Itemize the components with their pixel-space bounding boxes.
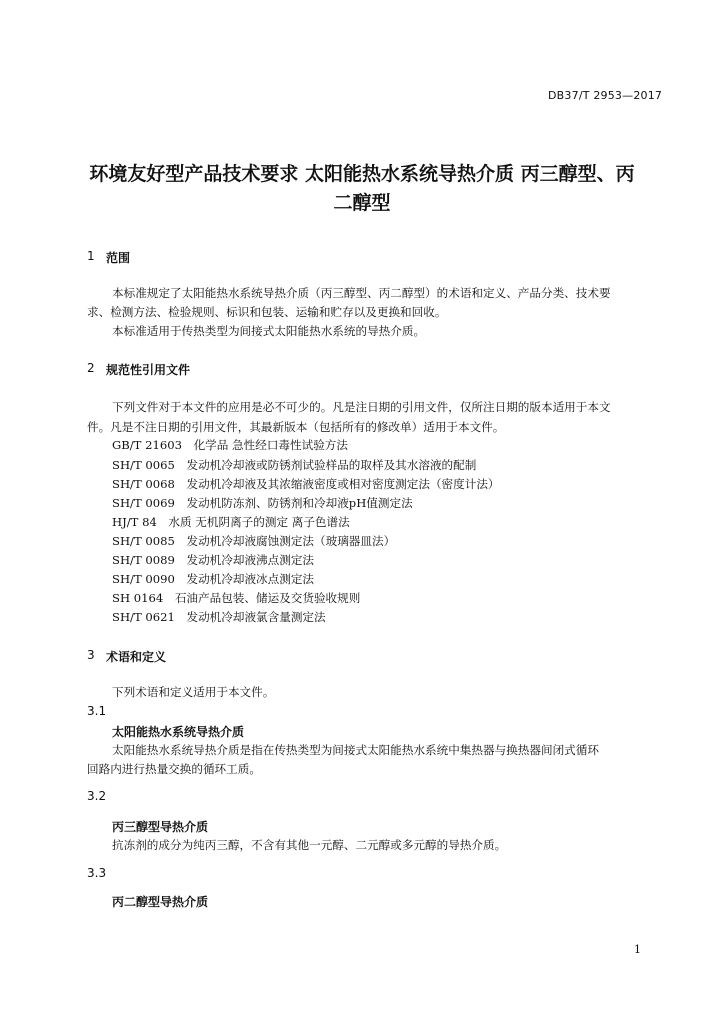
page-number: 1 — [634, 943, 641, 956]
reference-item: SH/T 0090 发动机冷却液冰点测定法 — [112, 572, 315, 586]
section-3-intro: 下列术语和定义适用于本文件。 — [112, 685, 275, 699]
document-title-line2: 二醇型 — [333, 192, 391, 214]
reference-item: SH/T 0065 发动机冷却液或防锈剂试验样品的取样及其水溶液的配制 — [112, 458, 477, 472]
term-3-3-name: 丙二醇型导热介质 — [112, 895, 209, 909]
section-2-number: 2 — [87, 361, 95, 375]
reference-item: SH/T 0089 发动机冷却液沸点测定法 — [112, 553, 315, 567]
section-1-para1-line2: 求、检测方法、检验规则、标识和包装、运输和贮存以及更换和回收。 — [87, 305, 447, 319]
reference-item: SH/T 0068 发动机冷却液及其浓缩液密度或相对密度测定法（密度计法） — [112, 477, 500, 491]
section-1-para1-line1: 本标准规定了太阳能热水系统导热介质（丙三醇型、丙二醇型）的术语和定义、产品分类、技术要 — [112, 286, 611, 300]
section-1-heading: 范围 — [106, 251, 131, 265]
term-3-1-definition-line1: 太阳能热水系统导热介质是指在传热类型为间接式太阳能热水系统中集热器与换热器间闭式循环 — [112, 743, 599, 757]
term-3-1-definition-line2: 回路内进行热量交换的循环工质。 — [87, 762, 261, 776]
section-2-heading: 规范性引用文件 — [106, 363, 191, 377]
section-2-para-line2: 件。凡是不注日期的引用文件，其最新版本（包括所有的修改单）适用于本文件。 — [87, 420, 505, 434]
reference-item: HJ/T 84 水质 无机阴离子的测定 离子色谱法 — [112, 515, 350, 529]
reference-item: SH/T 0085 发动机冷却液腐蚀测定法（玻璃器皿法） — [112, 534, 396, 548]
term-3-1-number: 3.1 — [87, 704, 107, 718]
term-3-2-definition: 抗冻剂的成分为纯丙三醇，不含有其他一元醇、二元醇或多元醇的导热介质。 — [112, 838, 507, 852]
section-1-number: 1 — [87, 249, 95, 263]
term-3-3-number: 3.3 — [87, 866, 107, 880]
term-3-2-number: 3.2 — [87, 789, 107, 803]
reference-item: SH 0164 石油产品包装、储运及交货验收规则 — [112, 591, 361, 605]
standard-code: DB37/T 2953—2017 — [548, 89, 663, 102]
section-1-para2: 本标准适用于传热类型为间接式太阳能热水系统的导热介质。 — [112, 324, 426, 338]
reference-item: SH/T 0069 发动机防冻剂、防锈剂和冷却液pH值测定法 — [112, 496, 413, 510]
reference-item: GB/T 21603 化学品 急性经口毒性试验方法 — [112, 438, 348, 452]
section-2-para-line1: 下列文件对于本文件的应用是必不可少的。凡是注日期的引用文件，仅所注日期的版本适用于本文 — [112, 400, 611, 414]
document-title-line1: 环境友好型产品技术要求 太阳能热水系统导热介质 丙三醇型、丙 — [89, 163, 635, 185]
section-3-heading: 术语和定义 — [106, 650, 167, 664]
reference-item: SH/T 0621 发动机冷却液氯含量测定法 — [112, 610, 326, 624]
term-3-2-name: 丙三醇型导热介质 — [112, 820, 209, 834]
term-3-1-name: 太阳能热水系统导热介质 — [112, 725, 245, 739]
section-3-number: 3 — [87, 648, 95, 662]
